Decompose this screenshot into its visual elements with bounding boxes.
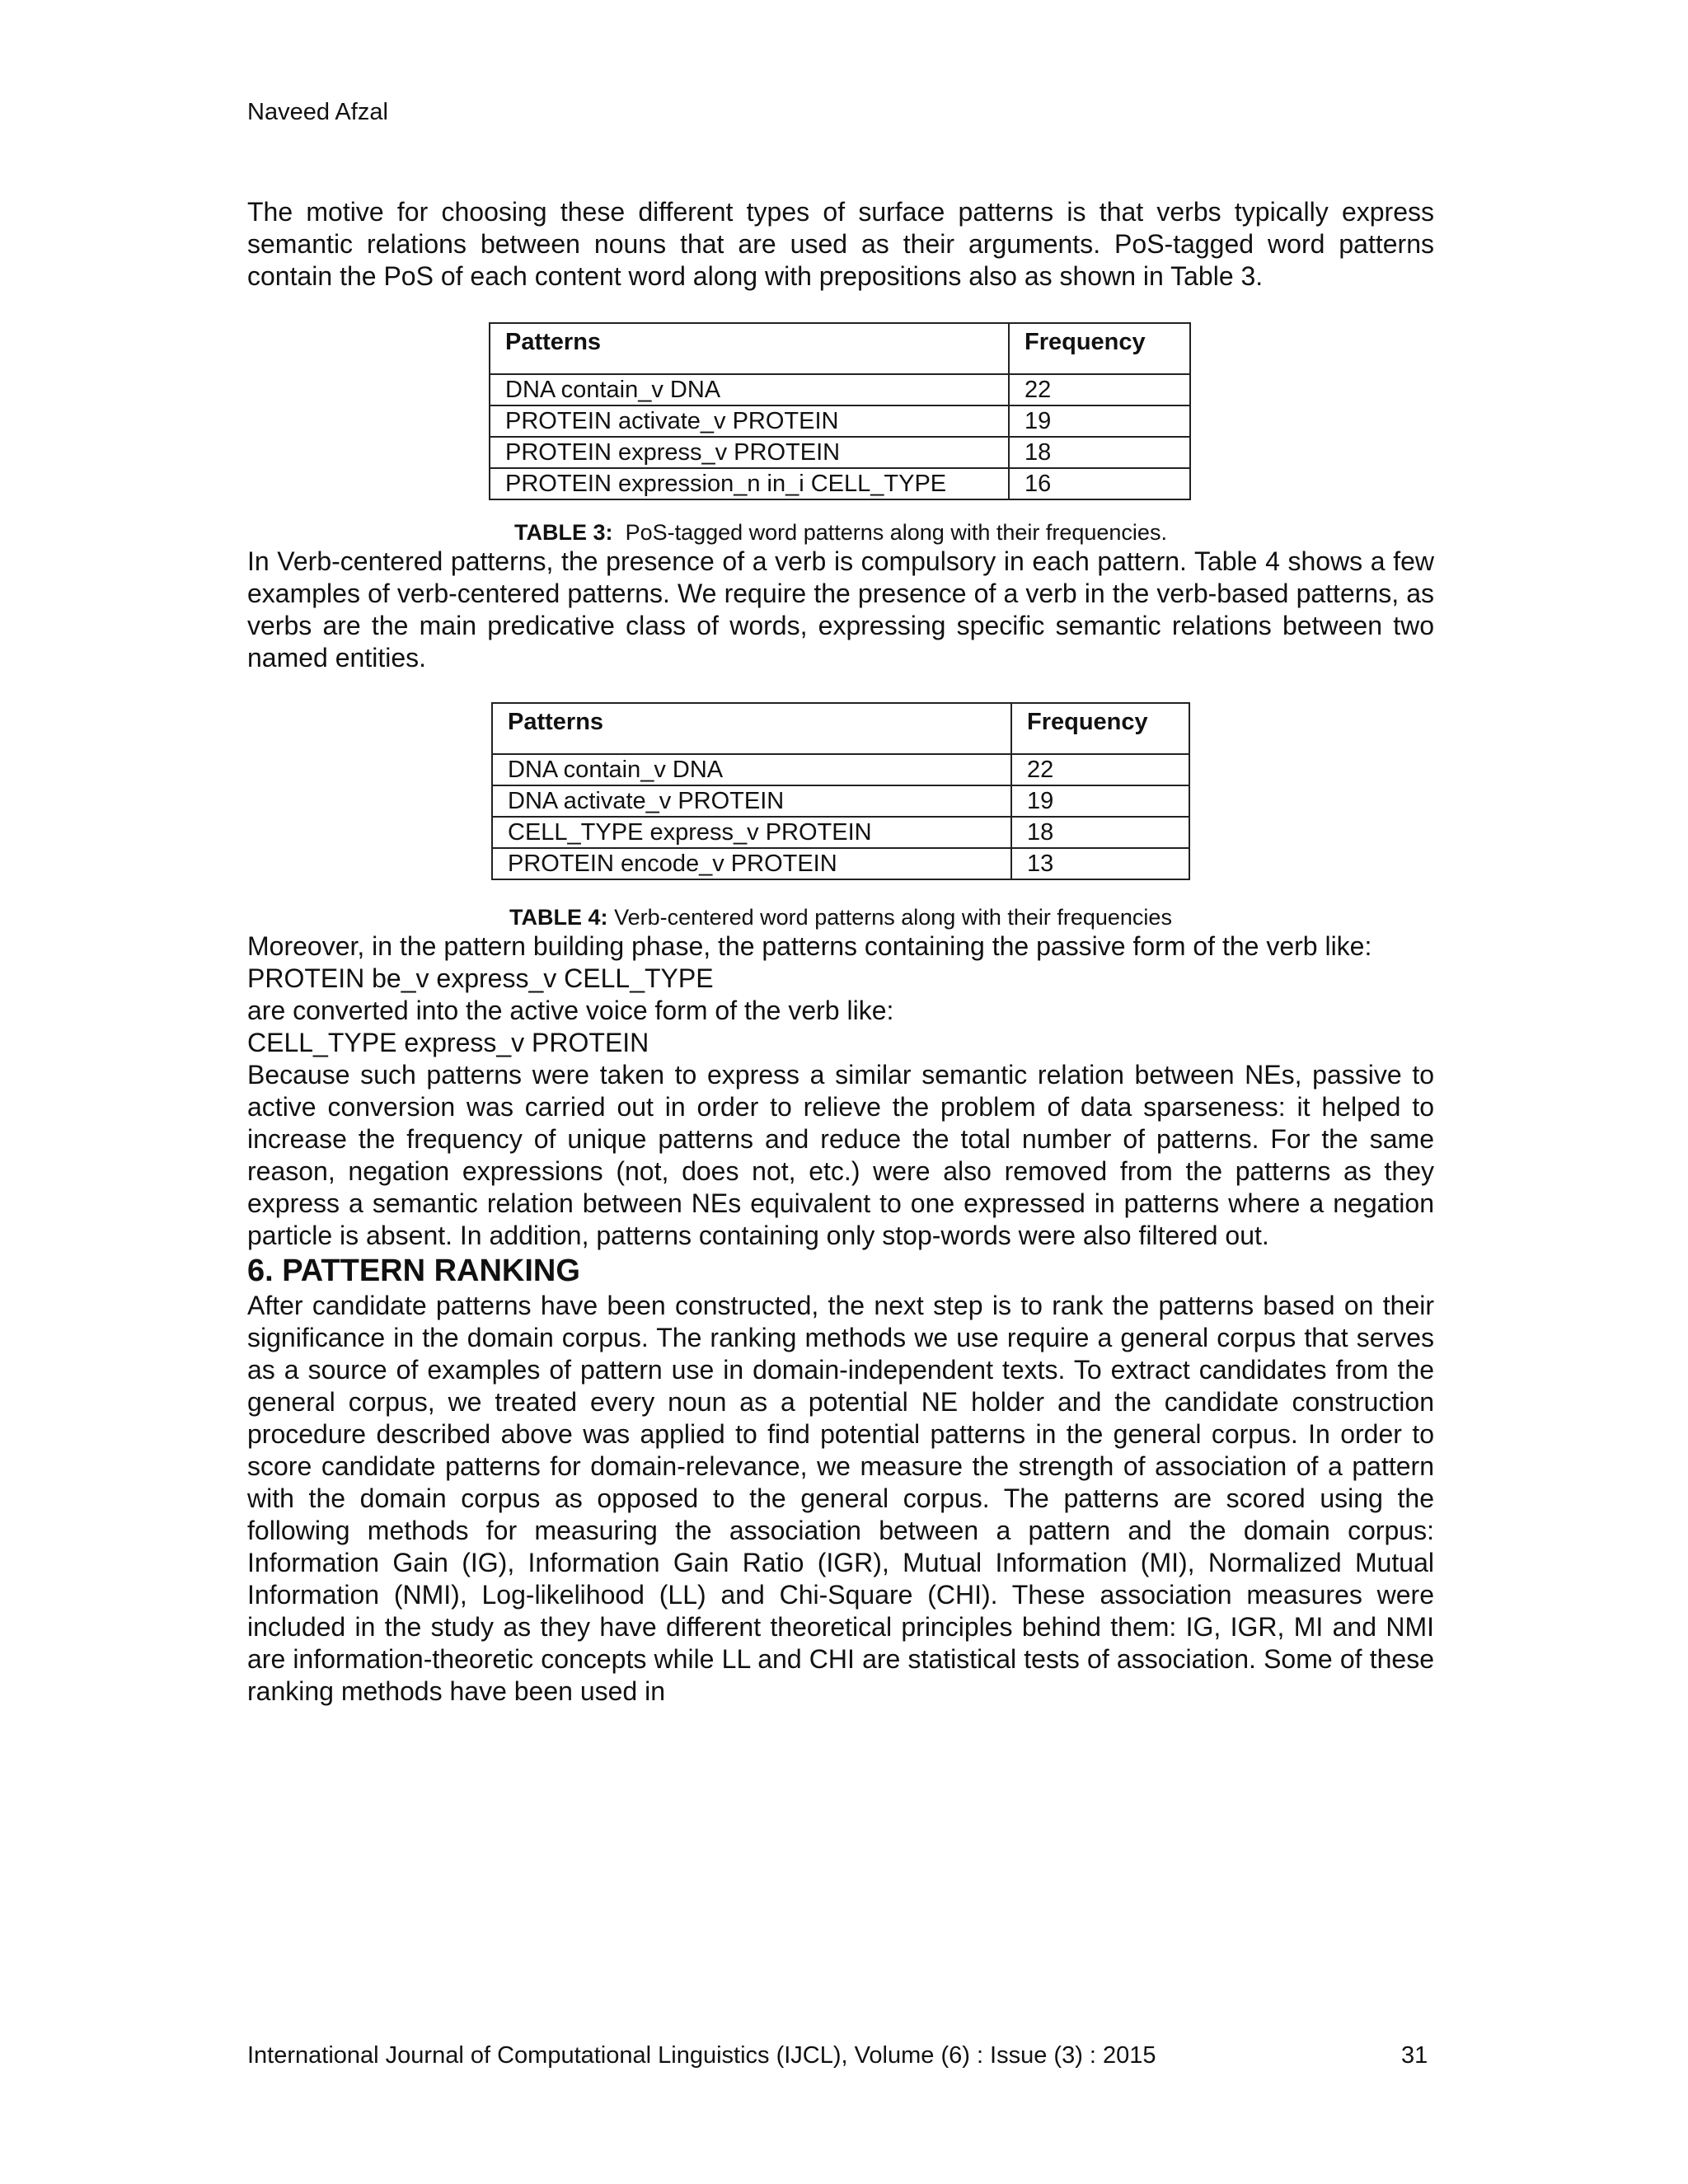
main-content — [247, 196, 1434, 1708]
table-cell: PROTEIN expression_n in_i CELL_TYPE — [490, 468, 1009, 499]
table-4-caption — [247, 905, 1434, 930]
table-header-cell: Patterns — [490, 323, 1009, 374]
table-cell: PROTEIN encode_v PROTEIN — [492, 848, 1011, 879]
table-header-cell: Frequency — [1011, 703, 1189, 754]
caption-label: TABLE 3: — [514, 520, 613, 545]
caption-text: Verb-centered word patterns along with their frequencies — [614, 905, 1172, 930]
table-header-row — [492, 703, 1189, 754]
table-cell: PROTEIN express_v PROTEIN — [490, 437, 1009, 468]
table-header-row — [490, 323, 1190, 374]
table-cell: 22 — [1011, 754, 1189, 785]
caption-label: TABLE 4: — [509, 905, 608, 930]
table-row — [492, 754, 1189, 785]
footer-page-number: 31 — [1401, 2042, 1428, 2069]
table-cell: DNA contain_v DNA — [492, 754, 1011, 785]
table-3-caption — [247, 520, 1434, 546]
table-cell: 19 — [1009, 405, 1190, 437]
table-cell: DNA contain_v DNA — [490, 374, 1009, 405]
caption-text: PoS-tagged word patterns along with their frequencies. — [625, 520, 1167, 545]
table-row — [492, 817, 1189, 848]
table-header-cell: Frequency — [1009, 323, 1190, 374]
paragraph-pattern-ranking: After candidate patterns have been constructed, the next step is to rank the patterns based on their significance in the domain corpus. The ranking methods we use require a general corpus that serves as a source of examples of pattern use in domain-independent texts. To extract candidates from the general corpus, we treated every noun as a potential NE holder and the candidate construction procedure described above was applied to find potential patterns in the general corpus. In order to score candidate patterns for domain-relevance, we measure the strength of association of a pattern with the domain corpus as opposed to the general corpus. The patterns are scored using the following methods for measuring the association between a pattern and the domain corpus: Information Gain (IG), Information Gain Ratio (IGR), Mutual Information (MI), Normalized Mutual Information (NMI), Log-likelihood (LL) and Chi-Square (CHI). These association measures were included in the study as they have different theoretical principles behind them: IG, IGR, MI and NMI are information-theoretic concepts while LL and CHI are statistical tests of association. Some of these ranking methods have been used in — [247, 1291, 1434, 1706]
section-heading: 6. PATTERN RANKING — [247, 1254, 580, 1288]
table-cell: DNA activate_v PROTEIN — [492, 785, 1011, 817]
pattern-example-passive: PROTEIN be_v express_v CELL_TYPE — [247, 963, 714, 993]
table-cell: PROTEIN activate_v PROTEIN — [490, 405, 1009, 437]
paragraph-verb-centered: In Verb-centered patterns, the presence of a verb is compulsory in each pattern. Table 4 shows a few examples of verb-centered patterns. We require the presence of a verb in the verb-based patterns, as verbs are the main predicative class of words, expressing specific semantic relations between two named entities. — [247, 546, 1434, 673]
table-header-cell: Patterns — [492, 703, 1011, 754]
table-row — [490, 437, 1190, 468]
table-cell: CELL_TYPE express_v PROTEIN — [492, 817, 1011, 848]
running-head-author: Naveed Afzal — [247, 99, 388, 125]
paragraph-active-intro: are converted into the active voice form of the verb like: — [247, 996, 894, 1025]
table-row — [492, 785, 1189, 817]
table-row — [490, 468, 1190, 499]
table-3 — [489, 322, 1191, 500]
table-row — [490, 405, 1190, 437]
table-row — [490, 374, 1190, 405]
table-4 — [491, 702, 1190, 880]
paragraph-passive-intro: Moreover, in the pattern building phase, the patterns containing the passive form of the verb like: — [247, 931, 1372, 961]
paragraph-conversion: Because such patterns were taken to express a similar semantic relation between NEs, passive to active conversion was carried out in order to relieve the problem of data sparseness: it helped to increase the frequency of unique patterns and reduce the total number of patterns. For the same reason, negation expressions (not, does not, etc.) were also removed from the patterns as they express a semantic relation between NEs equivalent to one expressed in patterns where a negation particle is absent. In addition, patterns containing only stop-words were also filtered out. — [247, 1060, 1434, 1250]
footer-journal: International Journal of Computational Linguistics (IJCL), Volume (6) : Issue (3) : 2015 — [247, 2042, 1156, 2069]
table-row — [492, 848, 1189, 879]
table-cell: 18 — [1009, 437, 1190, 468]
table-cell: 16 — [1009, 468, 1190, 499]
pattern-example-active: CELL_TYPE express_v PROTEIN — [247, 1028, 649, 1057]
table-cell: 18 — [1011, 817, 1189, 848]
table-cell: 13 — [1011, 848, 1189, 879]
table-cell: 22 — [1009, 374, 1190, 405]
paragraph-motive: The motive for choosing these different types of surface patterns is that verbs typically express semantic relations between nouns that are used as their arguments. PoS-tagged word patterns contain the PoS of each content word along with prepositions also as shown in Table 3. — [247, 197, 1434, 291]
table-cell: 19 — [1011, 785, 1189, 817]
